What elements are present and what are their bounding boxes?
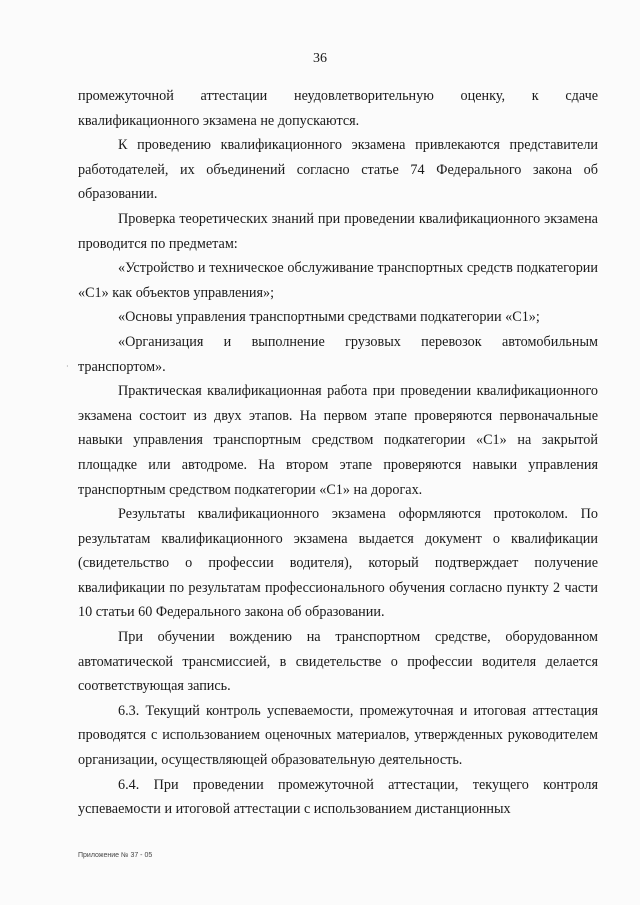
paragraph: Результаты квалификационного экзамена оформляются протоколом. По результатам квалификационного экзамена выдается документ о квалификации (свидетельство о профессии водителя), который подтверждает получение квалификации по результатам профессионального обучения согласно пункту 2 части 10 статьи 60 Федерального закона об образовании. (78, 506, 598, 621)
footer-note: Приложение № 37 - 05 (78, 852, 153, 859)
document-body (78, 84, 598, 822)
page-number: 36 (313, 51, 327, 66)
paragraph: «Организация и выполнение грузовых перевозок автомобильным транспортом». (78, 333, 598, 375)
margin-mark: · (66, 362, 69, 371)
paragraph: При обучении вождению на транспортном средстве, оборудованном автоматической трансмиссией, в свидетельстве о профессии водителя делается соответствующая запись. (78, 629, 598, 695)
paragraph: 6.3. Текущий контроль успеваемости, промежуточная и итоговая аттестация проводятся с использованием оценочных материалов, утвержденных руководителем организации, осуществляющей образовательную деятельность. (78, 702, 598, 769)
paragraph: Практическая квалификационная работа при проведении квалификационного экзамена состоит из двух этапов. На первом этапе проверяются первоначальные навыки управления транспортным средством подкатегории «C1» на закрытой площадке или автодроме. На втором этапе проверяются навыки управления транспортным средством подкатегории «C1» на дорогах. (78, 383, 598, 498)
paragraph: «Основы управления транспортными средствами подкатегории «C1»; (118, 309, 540, 326)
paragraph: «Устройство и техническое обслуживание транспортных средств подкатегории «C1» как объектов управления»; (78, 260, 598, 301)
paragraph: К проведению квалификационного экзамена привлекаются представители работодателей, их объединений согласно статье 74 Федерального закона об образовании. (78, 137, 598, 203)
paragraph: 6.4. При проведении промежуточной аттестации, текущего контроля успеваемости и итоговой аттестации с использованием дистанционных (78, 776, 598, 818)
paragraph: промежуточной аттестации неудовлетворительную оценку, к сдаче квалификационного экзамена не допускаются. (78, 88, 598, 129)
paragraph: Проверка теоретических знаний при проведении квалификационного экзамена проводится по предметам: (78, 210, 598, 252)
